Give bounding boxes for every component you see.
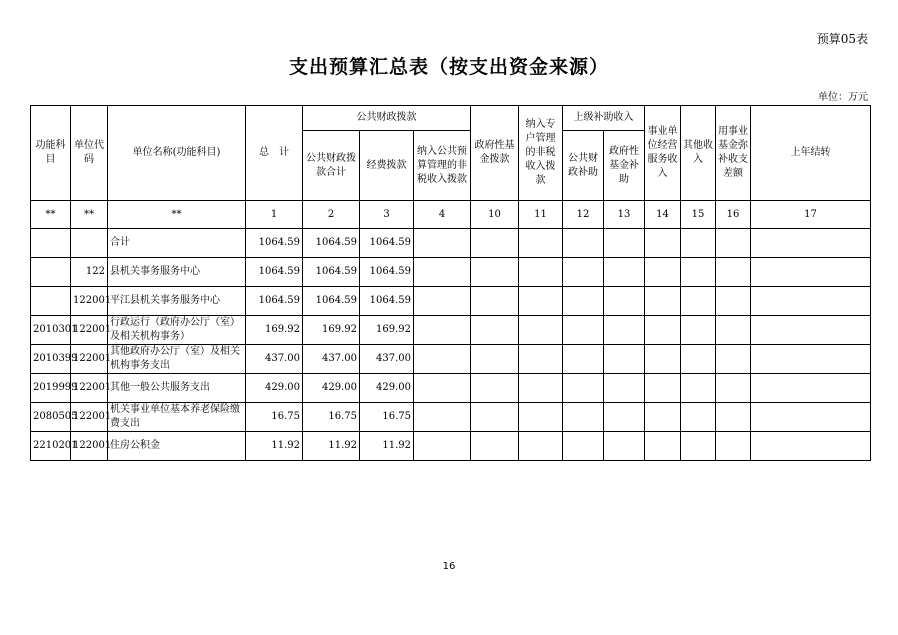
- page-number: 16: [442, 561, 456, 572]
- index-cell: 10: [471, 201, 519, 229]
- total-cell: 437.00: [246, 345, 303, 374]
- col-header-public-fiscal-subtotal: 公共财政拨款合计: [303, 131, 360, 201]
- total-cell: 1064.59: [246, 287, 303, 316]
- index-cell: 1: [246, 201, 303, 229]
- unit-code-cell: 122001: [71, 287, 108, 316]
- table-row: [31, 403, 871, 432]
- subtotal-cell: 1064.59: [303, 258, 360, 287]
- index-cell: 15: [681, 201, 716, 229]
- subtotal-cell: 429.00: [303, 374, 360, 403]
- col-header-total: 总 计: [246, 106, 303, 201]
- table-row: [31, 229, 871, 258]
- col-header-superior-public-fiscal: 公共财政补助: [563, 131, 604, 201]
- total-cell: 429.00: [246, 374, 303, 403]
- index-cell: 4: [414, 201, 471, 229]
- subtotal-cell: 1064.59: [303, 287, 360, 316]
- func-code-cell: [31, 287, 71, 316]
- page-title: 支出预算汇总表（按支出资金来源）: [288, 56, 609, 78]
- index-cell: 17: [751, 201, 871, 229]
- unit-code-cell: 122001: [71, 432, 108, 461]
- index-cell: 14: [645, 201, 681, 229]
- operating-cell: 16.75: [360, 403, 414, 432]
- col-header-other-income: 其他收入: [681, 106, 716, 201]
- col-header-business-income: 事业单位经营服务收入: [645, 106, 681, 201]
- unit-name-cell: 合计: [108, 229, 246, 258]
- index-cell: 3: [360, 201, 414, 229]
- index-cell: **: [31, 201, 71, 229]
- col-header-carryover: 上年结转: [751, 106, 871, 201]
- table-row: [31, 258, 871, 287]
- func-code-cell: 2210201: [31, 432, 71, 461]
- unit-name-cell: 平江县机关事务服务中心: [108, 287, 246, 316]
- index-cell: 2: [303, 201, 360, 229]
- unit-code-cell: [71, 229, 108, 258]
- func-code-cell: 2010301: [31, 316, 71, 345]
- operating-cell: 1064.59: [360, 287, 414, 316]
- operating-cell: 1064.59: [360, 229, 414, 258]
- unit-code-cell: 122001: [71, 374, 108, 403]
- col-header-special-non-tax: 纳入专户管理的非税收入拨款: [519, 106, 563, 201]
- budget-table: [30, 105, 871, 461]
- unit-name-cell: 其他一般公共服务支出: [108, 374, 246, 403]
- operating-cell: 437.00: [360, 345, 414, 374]
- index-cell: 11: [519, 201, 563, 229]
- subtotal-cell: 169.92: [303, 316, 360, 345]
- func-code-cell: [31, 229, 71, 258]
- table-row: [31, 287, 871, 316]
- column-index-row: [31, 201, 871, 229]
- unit-label: 单位：万元: [818, 92, 868, 103]
- unit-code-cell: 122001: [71, 316, 108, 345]
- col-header-func-code: 功能科目: [31, 106, 71, 201]
- col-header-unit-code: 单位代码: [71, 106, 108, 201]
- col-header-fund-offset: 用事业基金弥补收支差额: [716, 106, 751, 201]
- col-header-superior-gov-fund: 政府性基金补助: [604, 131, 645, 201]
- total-cell: 11.92: [246, 432, 303, 461]
- col-header-superior-subsidy-group: 上级补助收入: [563, 106, 645, 131]
- index-cell: **: [108, 201, 246, 229]
- unit-name-cell: 县机关事务服务中心: [108, 258, 246, 287]
- subtotal-cell: 1064.59: [303, 229, 360, 258]
- func-code-cell: 2019999: [31, 374, 71, 403]
- operating-cell: 1064.59: [360, 258, 414, 287]
- unit-name-cell: 其他政府办公厅（室）及相关机构事务支出: [108, 345, 246, 374]
- col-header-public-fiscal-group: 公共财政拨款: [303, 106, 471, 131]
- col-header-non-tax-income: 纳入公共预算管理的非税收入拨款: [414, 131, 471, 201]
- table-row: [31, 345, 871, 374]
- table-row: [31, 374, 871, 403]
- form-number: 预算05表: [816, 32, 868, 46]
- operating-cell: 169.92: [360, 316, 414, 345]
- total-cell: 16.75: [246, 403, 303, 432]
- subtotal-cell: 437.00: [303, 345, 360, 374]
- operating-cell: 429.00: [360, 374, 414, 403]
- col-header-operating-funds: 经费拨款: [360, 131, 414, 201]
- table-row: [31, 432, 871, 461]
- func-code-cell: 2010399: [31, 345, 71, 374]
- operating-cell: 11.92: [360, 432, 414, 461]
- func-code-cell: [31, 258, 71, 287]
- col-header-gov-fund: 政府性基金拨款: [471, 106, 519, 201]
- index-cell: 13: [604, 201, 645, 229]
- unit-name-cell: 机关事业单位基本养老保险缴费支出: [108, 403, 246, 432]
- index-cell: 16: [716, 201, 751, 229]
- col-header-unit-name: 单位名称(功能科目): [108, 106, 246, 201]
- unit-code-cell: 122: [71, 258, 108, 287]
- unit-code-cell: 122001: [71, 345, 108, 374]
- table-row: [31, 316, 871, 345]
- subtotal-cell: 11.92: [303, 432, 360, 461]
- unit-code-cell: 122001: [71, 403, 108, 432]
- subtotal-cell: 16.75: [303, 403, 360, 432]
- total-cell: 1064.59: [246, 258, 303, 287]
- total-cell: 1064.59: [246, 229, 303, 258]
- index-cell: **: [71, 201, 108, 229]
- unit-name-cell: 行政运行（政府办公厅（室）及相关机构事务）: [108, 316, 246, 345]
- index-cell: 12: [563, 201, 604, 229]
- func-code-cell: 2080505: [31, 403, 71, 432]
- unit-name-cell: 住房公积金: [108, 432, 246, 461]
- header-row-1: [31, 106, 871, 131]
- total-cell: 169.92: [246, 316, 303, 345]
